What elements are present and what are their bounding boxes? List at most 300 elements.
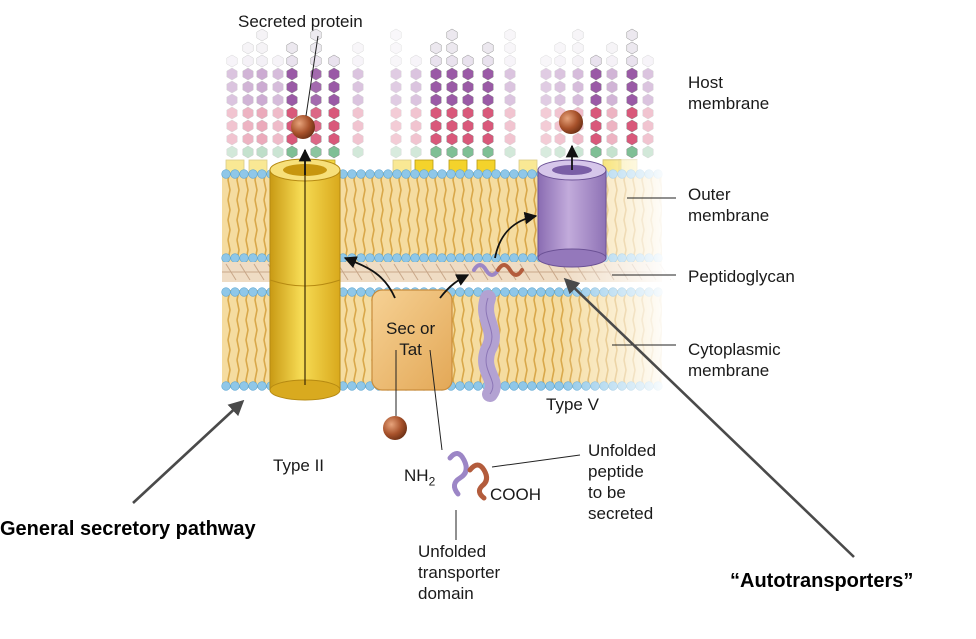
glycan-unit [329,120,339,132]
label-nh2-main: NH [404,466,429,485]
glycan-unit [257,107,267,119]
glycan-unit [627,133,637,145]
glycan-unit [243,120,253,132]
lipid-head [456,254,465,263]
label-general-secretory-pathway: General secretory pathway [0,518,256,540]
glycan-unit [411,81,421,93]
lipid-head [375,254,384,263]
lipid-head [528,288,537,297]
glycan-unit [227,146,237,158]
glycan-unit [447,55,457,67]
glycan-unit [607,133,617,145]
lipid-head [456,288,465,297]
glycan-unit [607,94,617,106]
glycan-unit [483,42,493,54]
glycan-unit [243,55,253,67]
glycan-unit [391,94,401,106]
secreted-protein-ball-type-ii [291,115,315,139]
glycan-unit [227,133,237,145]
glycan-unit [627,55,637,67]
glycan-unit [505,133,515,145]
lipid-head [222,288,231,297]
glycan-unit [243,107,253,119]
lipid-head [528,170,537,179]
glycan-unit [483,81,493,93]
glycan-unit [643,133,653,145]
glycan-unit [273,107,283,119]
lipid-head [357,170,366,179]
lipid-head [438,170,447,179]
label-peptidoglycan: Peptidoglycan [688,267,795,286]
glycan-unit [591,146,601,158]
lipid-head [546,288,555,297]
lipid-head [384,170,393,179]
lipid-head [456,170,465,179]
glycan-unit [431,94,441,106]
glycan-unit [273,120,283,132]
glycan-chain [243,42,253,158]
glycan-unit [627,29,637,41]
glycan-unit [273,146,283,158]
glycan-chain [643,55,653,158]
glycan-unit [287,42,297,54]
glycan-unit [627,81,637,93]
type-ii-channel [270,159,340,400]
glycan-unit [353,146,363,158]
label-nh2 [404,465,435,492]
glycan-unit [411,68,421,80]
glycan-unit [541,55,551,67]
glycan-unit [411,146,421,158]
glycan-unit [391,29,401,41]
glycan-unit [643,81,653,93]
glycan-unit [607,146,617,158]
lipid-head [501,170,510,179]
glycan-unit [541,133,551,145]
glycan-unit [243,146,253,158]
lipid-head [501,288,510,297]
glycan-unit [447,133,457,145]
glycan-unit [227,55,237,67]
glycan-unit [447,81,457,93]
glycan-unit [447,42,457,54]
glycan-unit [573,29,583,41]
lipid-head [465,382,474,391]
lipid-head [240,254,249,263]
glycan-unit [329,133,339,145]
lipid-head [474,382,483,391]
glycan-unit [227,68,237,80]
glycan-unit [431,81,441,93]
glycan-unit [627,42,637,54]
lipid-head [231,170,240,179]
glycan-unit [227,81,237,93]
lipid-head [519,170,528,179]
glycan-unit [607,107,617,119]
glycan-unit [555,94,565,106]
glycan-unit [273,68,283,80]
glycan-unit [463,55,473,67]
lipid-head [258,254,267,263]
glycan-unit [555,81,565,93]
lipid-head [249,288,258,297]
glycan-unit [257,146,267,158]
glycan-unit [643,146,653,158]
lipid-head [465,288,474,297]
lipid-head [483,254,492,263]
glycan-unit [353,107,363,119]
glycan-unit [555,55,565,67]
label-outer-membrane: Outer membrane [688,185,770,225]
glycan-unit [227,94,237,106]
glycan-unit [431,120,441,132]
glycan-unit [573,55,583,67]
glycan-chain [573,29,583,158]
label-autotransporters: “Autotransporters” [730,570,914,592]
glycan-unit [243,81,253,93]
lipid-head [258,382,267,391]
lipid-head [528,254,537,263]
unfolded-transporter-domain-squiggle [450,453,466,494]
glycan-chain [447,29,457,158]
glycan-unit [483,146,493,158]
glycan-unit [483,94,493,106]
glycan-unit [329,68,339,80]
glycan-unit [541,120,551,132]
glycan-unit [431,68,441,80]
glycan-unit [311,55,321,67]
glycan-unit [431,107,441,119]
glycan-unit [643,107,653,119]
lipid-head [465,254,474,263]
glycan-unit [243,68,253,80]
lipid-head [519,382,528,391]
lipid-head [258,170,267,179]
glycan-chain [463,55,473,158]
lipid-head [384,254,393,263]
glycan-unit [391,146,401,158]
lipid-head [438,254,447,263]
glycan-unit [329,107,339,119]
glycan-unit [329,94,339,106]
lipid-head [258,288,267,297]
lipid-head [411,170,420,179]
glycan-unit [311,146,321,158]
lipid-head [402,254,411,263]
lipid-head [348,382,357,391]
glycan-chain [329,55,339,158]
glycan-chain [411,55,421,158]
glycan-unit [573,81,583,93]
glycan-chain [541,55,551,158]
glycan-unit [607,120,617,132]
lipid-head [240,170,249,179]
glycan-chain [505,29,515,158]
glycan-unit [391,133,401,145]
label-unfolded-transporter: Unfolded transporter domain [418,542,501,603]
lipid-head [528,382,537,391]
glycan-unit [541,81,551,93]
glycan-unit [411,133,421,145]
lipid-head [537,382,546,391]
glycan-unit [591,94,601,106]
label-sec-tat: Sec or Tat [386,319,436,359]
glycan-unit [591,81,601,93]
glycan-unit [391,81,401,93]
lipid-head [366,170,375,179]
lipid-head [357,254,366,263]
glycan-unit [505,68,515,80]
glycan-unit [273,94,283,106]
label-secreted-protein: Secreted protein [238,12,363,31]
glycan-unit [257,133,267,145]
glycan-unit [463,133,473,145]
label-host-membrane: Host membrane [688,73,770,113]
glycan-unit [607,55,617,67]
glycan-unit [287,146,297,158]
glycan-unit [243,42,253,54]
glycan-unit [447,29,457,41]
lipid-head [510,254,519,263]
lipid-head [483,170,492,179]
glycan-unit [463,146,473,158]
lipid-head [537,288,546,297]
lipid-head [240,382,249,391]
glycan-chain [257,29,267,158]
lipid-head [474,170,483,179]
lipid-head [249,170,258,179]
lipid-head [456,382,465,391]
lipid-head [231,288,240,297]
glycan-chain [591,55,601,158]
lipid-head [429,170,438,179]
glycan-unit [573,68,583,80]
glycan-unit [329,81,339,93]
glycan-unit [311,81,321,93]
lipid-head [447,254,456,263]
lipid-head [357,288,366,297]
glycan-unit [411,120,421,132]
label-type-v: Type V [546,395,599,414]
lipid-head [366,254,375,263]
leader-unfolded-peptide [492,455,580,467]
glycan-unit [573,146,583,158]
glycan-chain [483,42,493,158]
glycan-unit [541,146,551,158]
lipid-head [465,170,474,179]
glycan-unit [411,55,421,67]
glycan-unit [273,55,283,67]
glycan-unit [287,94,297,106]
glycan-unit [287,107,297,119]
glycan-unit [483,107,493,119]
glycan-unit [643,55,653,67]
glycan-unit [227,120,237,132]
glycan-unit [257,42,267,54]
glycan-unit [607,68,617,80]
glycan-unit [463,94,473,106]
glycan-unit [607,42,617,54]
glycan-unit [391,55,401,67]
glycan-unit [353,81,363,93]
glycan-unit [391,107,401,119]
lipid-head [222,170,231,179]
glycan-unit [505,120,515,132]
lipid-head [420,170,429,179]
glycan-unit [311,133,321,145]
glycan-unit [391,120,401,132]
glycan-unit [287,68,297,80]
glycan-unit [257,81,267,93]
glycan-unit [505,42,515,54]
glycan-unit [353,42,363,54]
glycan-chain [353,42,363,158]
glycan-unit [353,120,363,132]
glycan-unit [555,133,565,145]
glycan-unit [505,107,515,119]
glycan-unit [483,120,493,132]
glycan-unit [505,29,515,41]
glycan-unit [591,68,601,80]
glycan-unit [505,146,515,158]
glycan-unit [353,94,363,106]
glycan-unit [573,133,583,145]
glycan-unit [353,68,363,80]
lipid-head [231,382,240,391]
cytoplasmic-protein-ball [383,416,407,440]
glycan-unit [643,68,653,80]
lipid-head [240,288,249,297]
lipid-head [222,254,231,263]
glycan-unit [483,68,493,80]
secreted-protein-ball-type-v [559,110,583,134]
lipid-head [510,382,519,391]
lipid-head [393,254,402,263]
glycan-unit [591,55,601,67]
lipid-head [492,170,501,179]
lipid-head [510,170,519,179]
glycan-unit [447,146,457,158]
glycan-unit [505,94,515,106]
lipid-head [546,382,555,391]
glycan-unit [391,42,401,54]
glycan-unit [607,81,617,93]
glycan-unit [273,133,283,145]
glycan-unit [591,133,601,145]
glycan-unit [591,107,601,119]
lipid-head [411,254,420,263]
glycan-unit [411,107,421,119]
glycan-unit [573,42,583,54]
glycan-unit [463,68,473,80]
glycan-unit [541,94,551,106]
glycan-unit [591,120,601,132]
glycan-unit [257,68,267,80]
glycan-unit [353,55,363,67]
glycan-chain [607,42,617,158]
lipid-head [249,254,258,263]
lipid-head [375,170,384,179]
glycan-unit [329,146,339,158]
glycan-unit [555,68,565,80]
label-unfolded-peptide: Unfolded peptide to be secreted [588,441,657,523]
glycan-unit [431,55,441,67]
lipid-head [402,170,411,179]
glycan-unit [391,68,401,80]
label-type-ii: Type II [273,456,325,475]
label-cooh: COOH [490,485,541,504]
lipid-head [348,288,357,297]
lipid-head [429,254,438,263]
glycan-unit [273,81,283,93]
glycan-unit [447,120,457,132]
glycan-unit [411,94,421,106]
glycan-unit [447,94,457,106]
lipid-head [348,170,357,179]
glycan-unit [573,94,583,106]
glycan-unit [505,81,515,93]
glycan-chain [273,55,283,158]
host-glycan-chains [226,29,653,176]
glycan-unit [541,68,551,80]
glycan-unit [311,94,321,106]
glycan-unit [555,42,565,54]
glycan-unit [431,146,441,158]
glycan-unit [257,120,267,132]
glycan-chain [627,29,637,158]
lipid-head [393,170,402,179]
glycan-unit [463,81,473,93]
glycan-chain [555,42,565,158]
glycan-unit [627,120,637,132]
glycan-unit [311,107,321,119]
unfolded-peptide-squiggle [470,465,487,498]
lipid-head [249,382,258,391]
glycan-unit [431,133,441,145]
lipid-head [501,382,510,391]
glycan-unit [627,94,637,106]
glycan-unit [627,68,637,80]
glycan-unit [257,55,267,67]
lipid-head [501,254,510,263]
glycan-unit [483,133,493,145]
glycan-unit [555,146,565,158]
glycan-unit [643,120,653,132]
glycan-chain [391,29,401,158]
glycan-unit [227,107,237,119]
glycan-unit [353,133,363,145]
glycan-unit [627,107,637,119]
glycan-unit [447,107,457,119]
lipid-head [231,254,240,263]
lipid-head [519,288,528,297]
glycan-unit [505,55,515,67]
lipid-head [357,382,366,391]
glycan-chain [227,55,237,158]
type-v-channel [538,160,606,267]
glycan-chain [287,42,297,158]
glycan-unit [643,94,653,106]
lipid-head [420,254,429,263]
lipid-head [447,170,456,179]
glycan-unit [627,146,637,158]
lipid-head [510,288,519,297]
glycan-unit [257,94,267,106]
glycan-unit [287,81,297,93]
glycan-unit [329,55,339,67]
glycan-chain [431,42,441,158]
lipid-head [474,254,483,263]
